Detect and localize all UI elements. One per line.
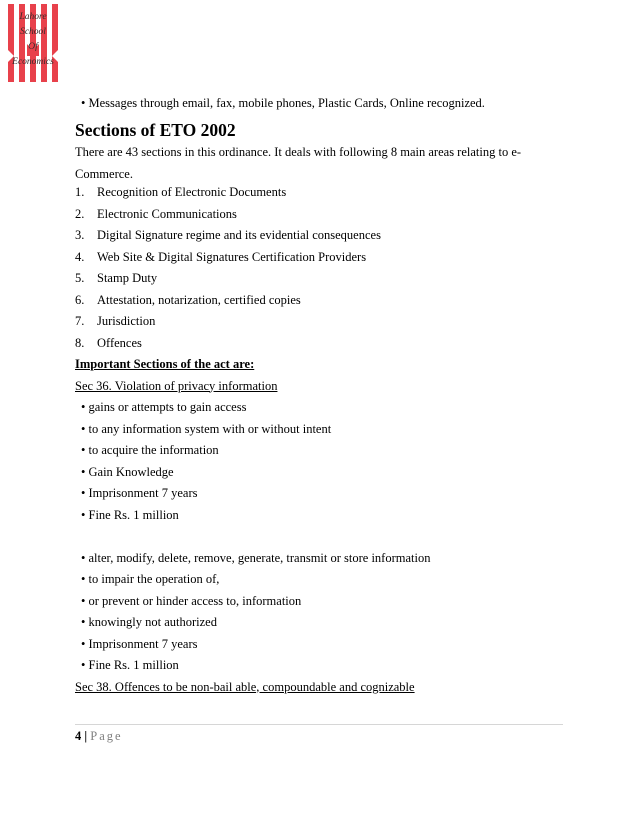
school-logo [8,4,58,82]
section-title: Sections of ETO 2002 [75,120,236,140]
list-number: 8. [75,335,85,350]
bullet-item: • Fine Rs. 1 million [81,507,179,522]
list-text: Stamp Duty [97,271,158,285]
list-item [75,207,237,222]
bullet-item: • Fine Rs. 1 million [81,658,179,672]
logo-line: Of [28,42,38,52]
list-text: Attestation, notarization, certified copies [97,292,301,307]
list-item [75,185,286,200]
page-label: Page [90,729,123,743]
bullet-item: • alter, modify, delete, remove, generate, transmit or store information [81,550,431,565]
bullet-item: • Imprisonment 7 years [81,486,198,500]
page-number: 4 [75,729,82,743]
list-number: 1. [75,185,85,199]
list-item [75,336,142,351]
list-text: Electronic Communications [97,206,237,221]
bullet-item: • to any information system with or without intent [81,421,332,436]
list-text: Offences [97,335,142,350]
bullet-item: • gains or attempts to gain access [81,400,247,414]
bullet-item: • Imprisonment 7 years [81,636,198,651]
bullet-item: • to acquire the information [81,443,219,457]
list-number: 7. [75,314,85,328]
page-footer [75,729,123,744]
bullet-item: • to impair the operation of, [81,572,220,586]
list-item [75,250,366,265]
list-number: 6. [75,292,85,307]
logo-line: Economics [12,57,54,67]
footer-separator: | [81,729,91,743]
list-number: 4. [75,249,85,264]
list-number: 3. [75,228,85,242]
list-text: Digital Signature regime and its evidential consequences [97,228,381,242]
list-item [75,293,301,308]
list-text: Recognition of Electronic Documents [97,185,287,199]
footer-divider [75,724,563,725]
bullet-item: • knowingly not authorized [81,615,217,629]
sec38-heading: Sec 38. Offences to be non-bail able, compoundable and cognizable [75,679,415,694]
logo-text [8,4,58,82]
logo-line: Lahore [19,12,47,22]
list-item [75,314,155,329]
list-item [75,228,381,243]
list-text: Web Site & Digital Signatures Certification Providers [97,249,367,264]
sec36-heading: Sec 36. Violation of privacy information [75,378,278,393]
intro-bullet: • Messages through email, fax, mobile phones, Plastic Cards, Online recognized. [81,96,485,110]
intro-paragraph: There are 43 sections in this ordinance. It deals with following 8 main areas relating to e-Commerce. [75,145,522,181]
bullet-item: • Gain Knowledge [81,464,174,479]
list-number: 2. [75,206,85,221]
list-number: 5. [75,271,85,285]
list-text: Jurisdiction [97,314,156,328]
list-item [75,271,157,286]
important-sections-heading: Important Sections of the act are: [75,357,255,371]
bullet-item: • or prevent or hinder access to, information [81,593,302,608]
logo-line: School [20,27,46,37]
